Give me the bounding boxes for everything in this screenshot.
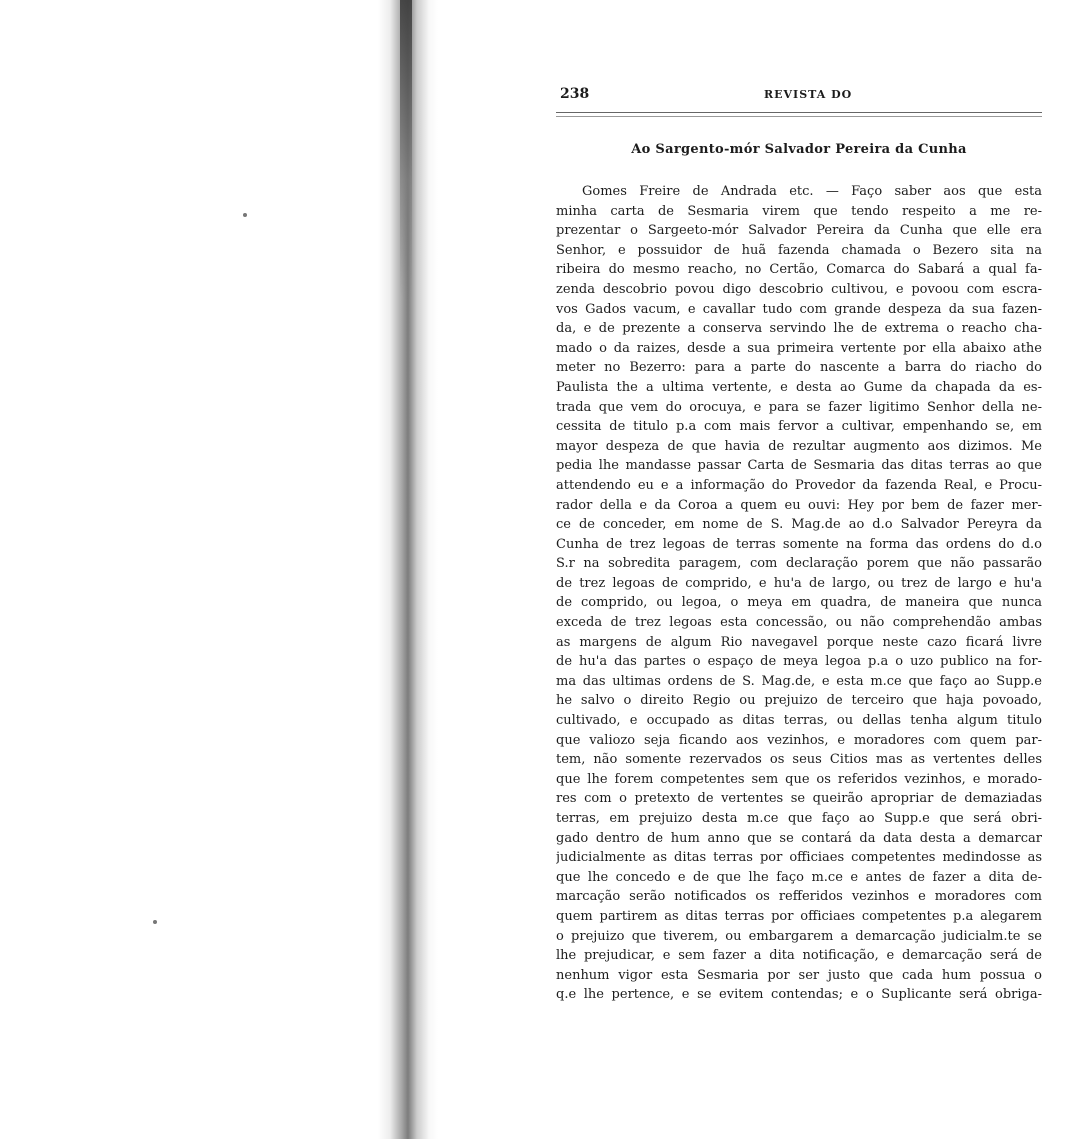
- text-line: zenda descobrio povou digo descobrio cultivou, e povoou com escra-: [556, 281, 1042, 297]
- text-line: o prejuizo que tiverem, ou embargarem a demarcação judicialm.te se: [556, 928, 1042, 944]
- paper-speck: [153, 920, 157, 924]
- text-line: judicialmente as ditas terras por officiaes competentes medindosse as: [556, 850, 1042, 866]
- text-line: ma das ultimas ordens de S. Mag.de, e esta m.ce que faço ao Supp.e: [556, 673, 1042, 689]
- text-line: tem, não somente rezervados os seus Citios mas as vertentes delles: [556, 752, 1042, 768]
- body-text: [556, 182, 1042, 1005]
- text-line: de trez legoas de comprido, e hu'a de largo, ou trez de largo e hu'a: [556, 575, 1042, 591]
- text-line: exceda de trez legoas esta concessão, ou não comprehendão ambas: [556, 615, 1042, 631]
- text-line: ce de conceder, em nome de S. Mag.de ao d.o Salvador Pereyra da: [556, 517, 1042, 533]
- header-title: REVISTA DO: [764, 88, 853, 101]
- text-line: que lhe forem competentes sem que os referidos vezinhos, e morado-: [556, 771, 1042, 787]
- right-page: [556, 86, 1042, 1005]
- text-line: rador della e da Coroa a quem eu ouvi: Hey por bem de fazer mer-: [556, 497, 1042, 513]
- text-line: Paulista the a ultima vertente, e desta ao Gume da chapada da es-: [556, 379, 1042, 395]
- paper-speck: [243, 213, 247, 217]
- text-line: de comprido, ou legoa, o meya em quadra, de maneira que nunca: [556, 595, 1042, 611]
- text-line: nenhum vigor esta Sesmaria por ser justo que cada hum possua o: [556, 967, 1042, 983]
- text-line: marcação serão notificados os refferidos vezinhos e moradores com: [556, 889, 1042, 905]
- text-line: da, e de prezente a conserva servindo lhe de extrema o reacho cha-: [556, 321, 1042, 337]
- running-head: [556, 86, 1042, 108]
- text-line: as margens de algum Rio navegavel porque neste cazo ficará livre: [556, 634, 1042, 650]
- text-line: gado dentro de hum anno que se contará da data desta a demarcar: [556, 830, 1042, 846]
- text-line: lhe prejudicar, e sem fazer a dita notificação, e demarcação será de: [556, 948, 1042, 964]
- text-line: q.e lhe pertence, e se evitem contendas; e o Suplicante será obriga-: [556, 987, 1042, 1003]
- text-line: S.r na sobredita paragem, com declaração porem que não passarão: [556, 556, 1042, 572]
- text-line: mayor despeza de que havia de rezultar augmento aos dizimos. Me: [556, 438, 1042, 454]
- text-line: cessita de titulo p.a com mais fervor a cultivar, empenhando se, em: [556, 419, 1042, 435]
- text-line: terras, em prejuizo desta m.ce que faço ao Supp.e que será obri-: [556, 811, 1042, 826]
- text-line: prezentar o Sargeeto-mór Salvador Pereira da Cunha que elle era: [556, 223, 1042, 239]
- text-line: trada que vem do orocuya, e para se fazer ligitimo Senhor della ne-: [556, 399, 1042, 415]
- text-line: Gomes Freire de Andrada etc. — Faço saber aos que esta: [582, 184, 1042, 199]
- text-line: minha carta de Sesmaria virem que tendo respeito a me re-: [556, 203, 1042, 219]
- text-line: mado o da raizes, desde a sua primeira vertente por ella abaixo athe: [556, 340, 1042, 356]
- text-line: attendendo eu e a informação do Provedor da fazenda Real, e Procu-: [556, 477, 1042, 493]
- page-number: 238: [560, 86, 590, 102]
- text-line: ribeira do mesmo reacho, no Certão, Comarca do Sabará a qual fa-: [556, 262, 1042, 278]
- text-line: Cunha de trez legoas de terras somente na forma das ordens do d.o: [556, 536, 1042, 552]
- text-line: que valiozo seja ficando aos vezinhos, e moradores com quem par-: [556, 732, 1042, 748]
- text-line: cultivado, e occupado as ditas terras, ou dellas tenha algum titulo: [556, 713, 1042, 729]
- text-line: vos Gados vacum, e cavallar tudo com grande despeza da sua fazen-: [556, 301, 1042, 317]
- section-title: Ao Sargento-mór Salvador Pereira da Cunha: [631, 142, 967, 157]
- text-line: res com o pretexto de vertentes se queirão apropriar de demaziadas: [556, 791, 1042, 807]
- blank-left-page: [0, 0, 520, 1139]
- text-line: de hu'a das partes o espaço de meya legoa p.a o uzo publico na for-: [556, 654, 1042, 670]
- text-line: pedia lhe mandasse passar Carta de Sesmaria das ditas terras ao que: [556, 458, 1042, 474]
- text-line: quem partirem as ditas terras por officiaes competentes p.a alegarem: [556, 908, 1042, 924]
- text-line: que lhe concedo e de que lhe faço m.ce e antes de fazer a dita de-: [556, 869, 1042, 885]
- book-spine-edge: [400, 0, 412, 300]
- text-line: Senhor, e possuidor de huã fazenda chamada o Bezero sita na: [556, 242, 1042, 258]
- header-rule: [556, 112, 1042, 117]
- text-line: he salvo o direito Regio ou prejuizo de terceiro que haja povoado,: [556, 693, 1042, 709]
- text-line: meter no Bezerro: para a parte do nascente a barra do riacho do: [556, 360, 1042, 376]
